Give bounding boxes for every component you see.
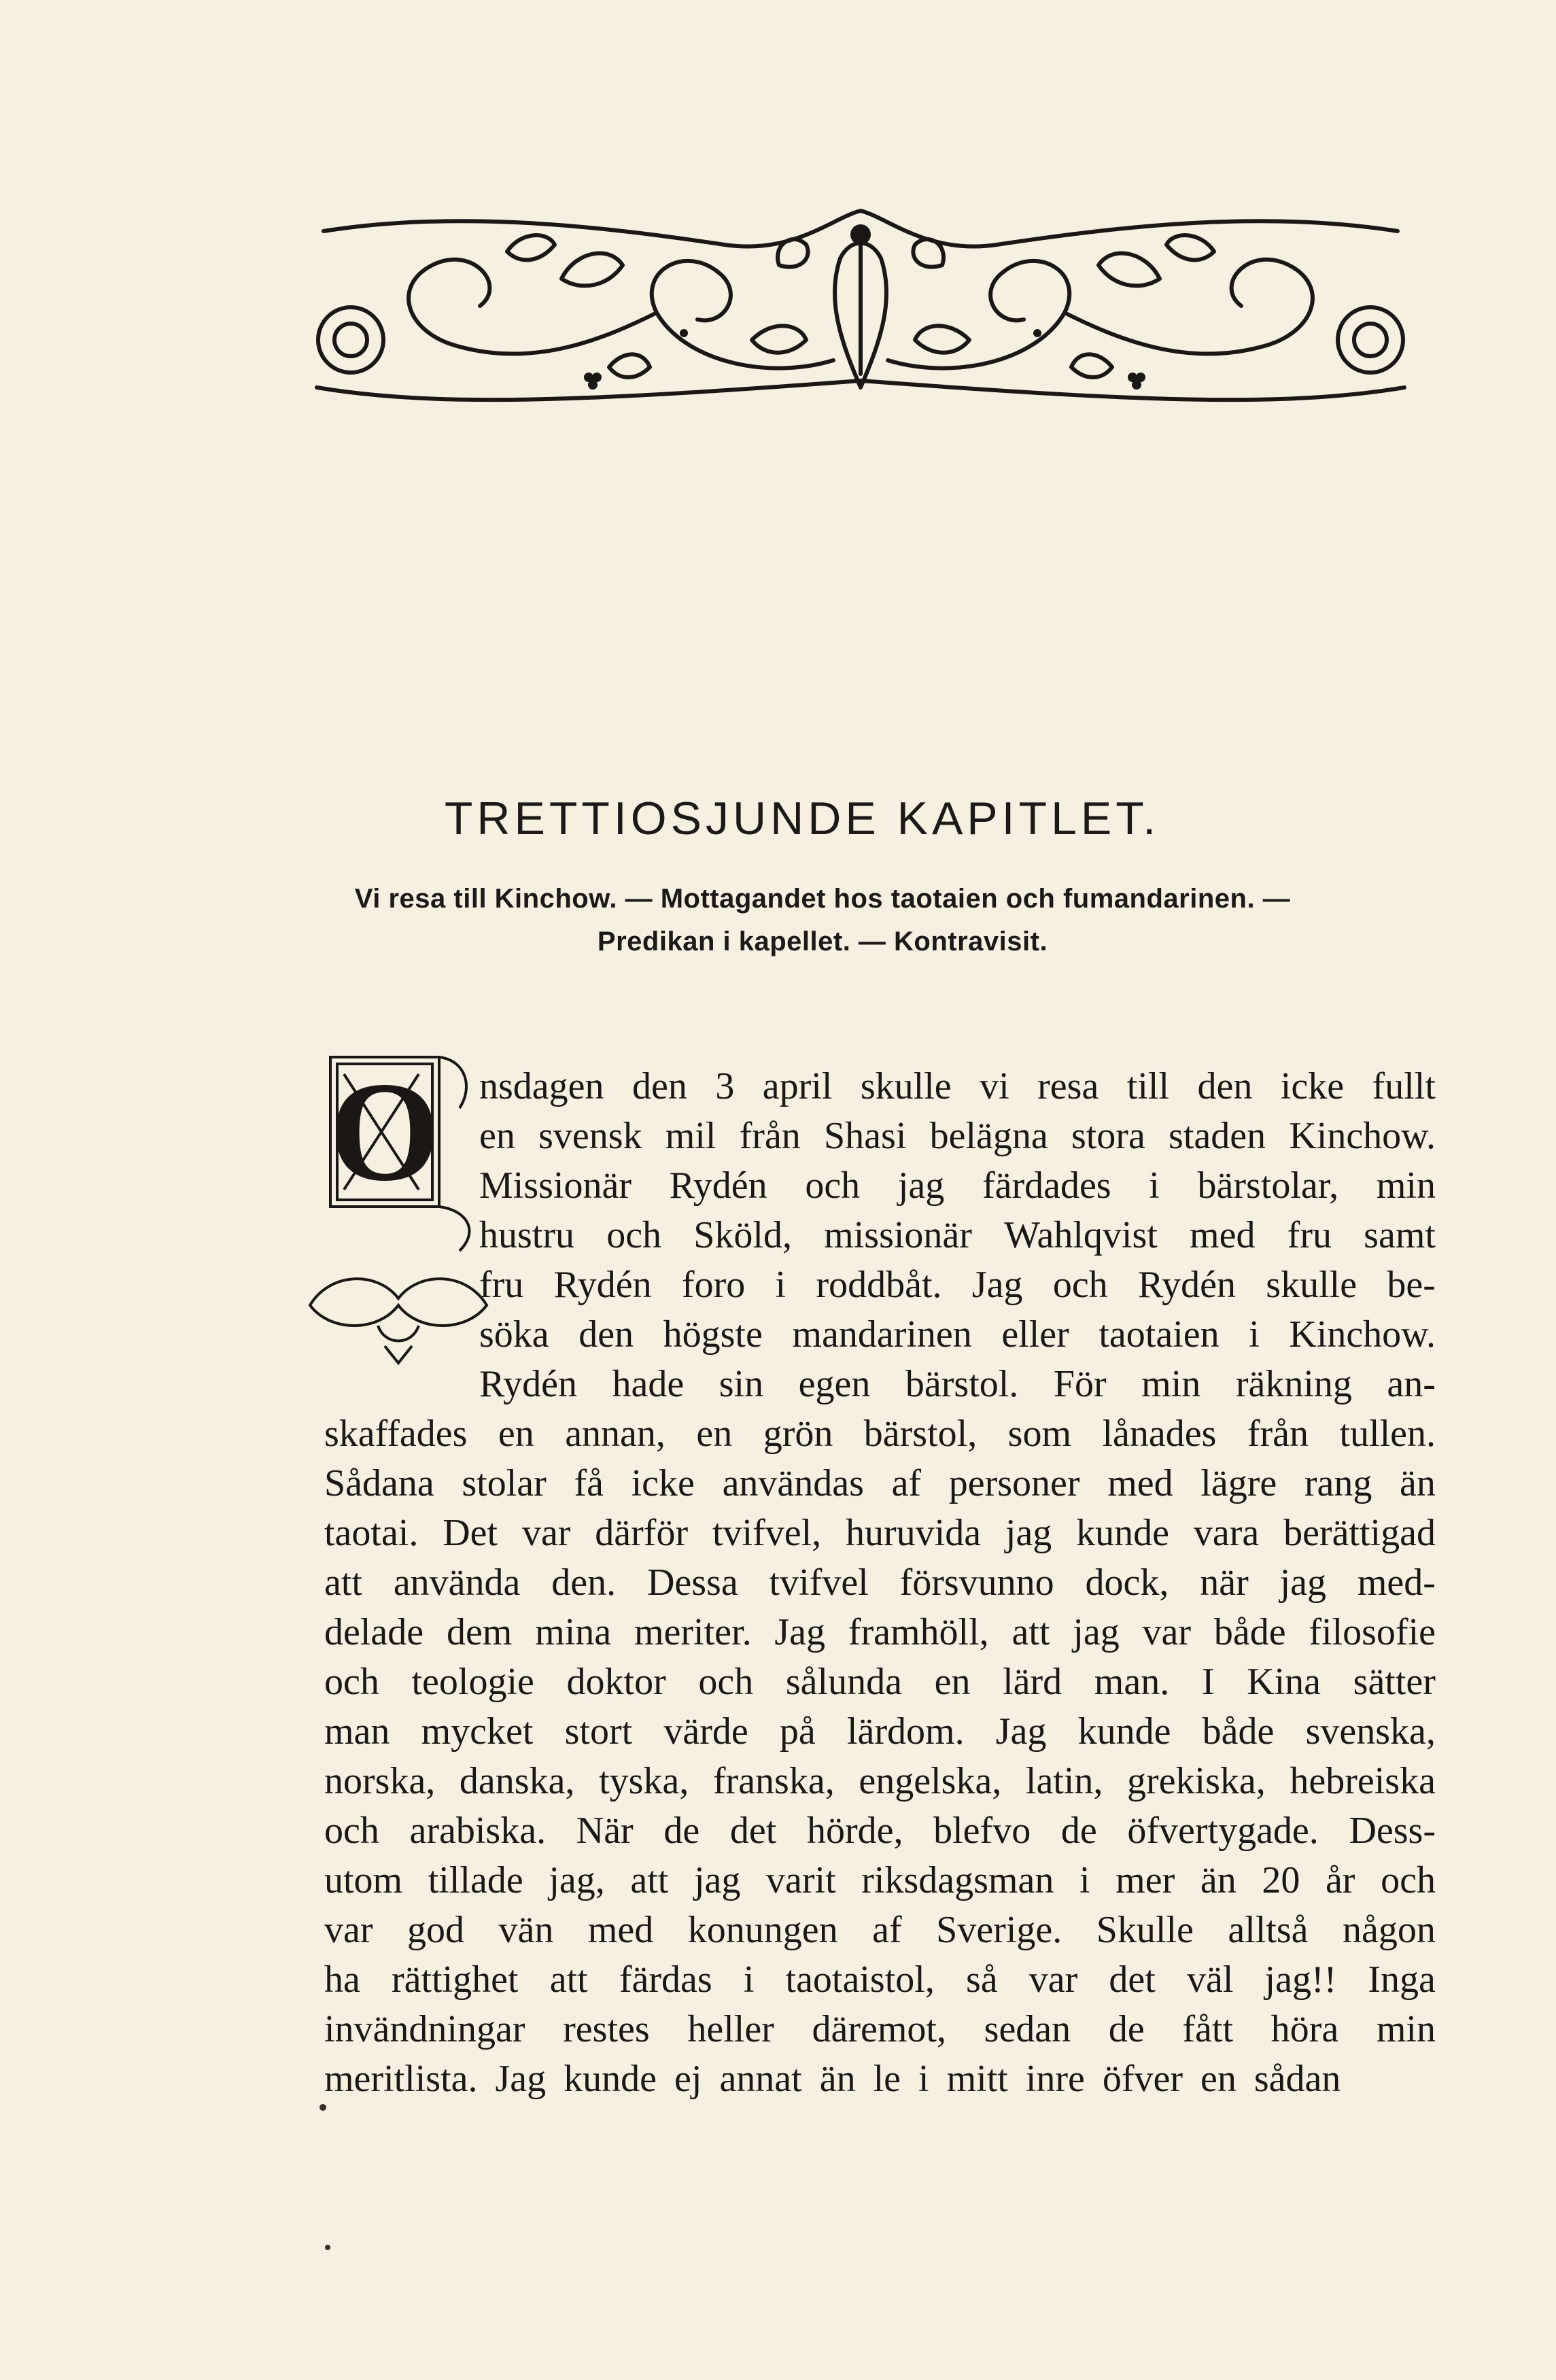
body-line: fru Rydén foro i roddbåt. Jag och Rydén skulle be- bbox=[479, 1264, 1436, 1306]
paper-speck bbox=[319, 2104, 326, 2111]
body-line: Missionär Rydén och jag färdades i bärstolar, min bbox=[479, 1165, 1436, 1207]
body-line: söka den högste mandarinen eller taotaien i Kinchow. bbox=[479, 1313, 1436, 1356]
body-line: Rydén hade sin egen bärstol. För min räkning an- bbox=[479, 1363, 1436, 1405]
paper-speck bbox=[325, 2245, 330, 2250]
body-line: hustru och Sköld, missionär Wahlqvist med fru samt bbox=[479, 1214, 1436, 1256]
body-line: var god vän med konungen af Sverige. Skulle alltså någon bbox=[324, 1909, 1436, 1951]
body-line: och teologie doktor och sålunda en lärd man. I Kina sätter bbox=[324, 1661, 1436, 1703]
body-line: Sådana stolar få icke användas af personer med lägre rang än bbox=[324, 1462, 1436, 1504]
body-line: att använda den. Dessa tvifvel försvunno dock, när jag med- bbox=[324, 1562, 1436, 1604]
body-line: taotai. Det var därför tvifvel, huruvida jag kunde vara berättigad bbox=[324, 1512, 1436, 1554]
body-line: ha rättighet att färdas i taotaistol, så var det väl jag!! Inga bbox=[324, 1959, 1436, 2001]
body-line: utom tillade jag, att jag varit riksdagsman i mer än 20 år och bbox=[324, 1859, 1436, 1901]
body-line: norska, danska, tyska, franska, engelska, latin, grekiska, hebreiska bbox=[324, 1760, 1436, 1802]
drop-cap-initial bbox=[303, 1047, 497, 1366]
body-line: meritlista. Jag kunde ej annat än le i mitt inre öfver en sådan bbox=[324, 2058, 1341, 2100]
chapter-summary-line-2: Predikan i kapellet. — Kontravisit. bbox=[597, 927, 1048, 956]
body-line: en svensk mil från Shasi belägna stora staden Kinchow. bbox=[479, 1115, 1436, 1157]
floral-headpiece-ornament bbox=[303, 204, 1418, 421]
drop-cap-letter: O bbox=[329, 1053, 440, 1211]
body-line: och arabiska. När de det hörde, blefvo de öfvertygade. Dess- bbox=[324, 1810, 1436, 1852]
body-line: invändningar restes heller däremot, sedan de fått höra min bbox=[324, 2008, 1436, 2050]
body-line: delade dem mina meriter. Jag framhöll, att jag var både filosofie bbox=[324, 1611, 1436, 1653]
body-line: skaffades en annan, en grön bärstol, som lånades från tullen. bbox=[324, 1413, 1436, 1455]
body-line: nsdagen den 3 april skulle vi resa till den icke fullt bbox=[479, 1065, 1436, 1107]
chapter-summary-line-1: Vi resa till Kinchow. — Mottagandet hos taotaien och fumandarinen. — bbox=[354, 884, 1291, 914]
body-line: man mycket stort värde på lärdom. Jag kunde både svenska, bbox=[324, 1710, 1436, 1753]
chapter-title: TRETTIOSJUNDE KAPITLET. bbox=[444, 793, 1160, 844]
